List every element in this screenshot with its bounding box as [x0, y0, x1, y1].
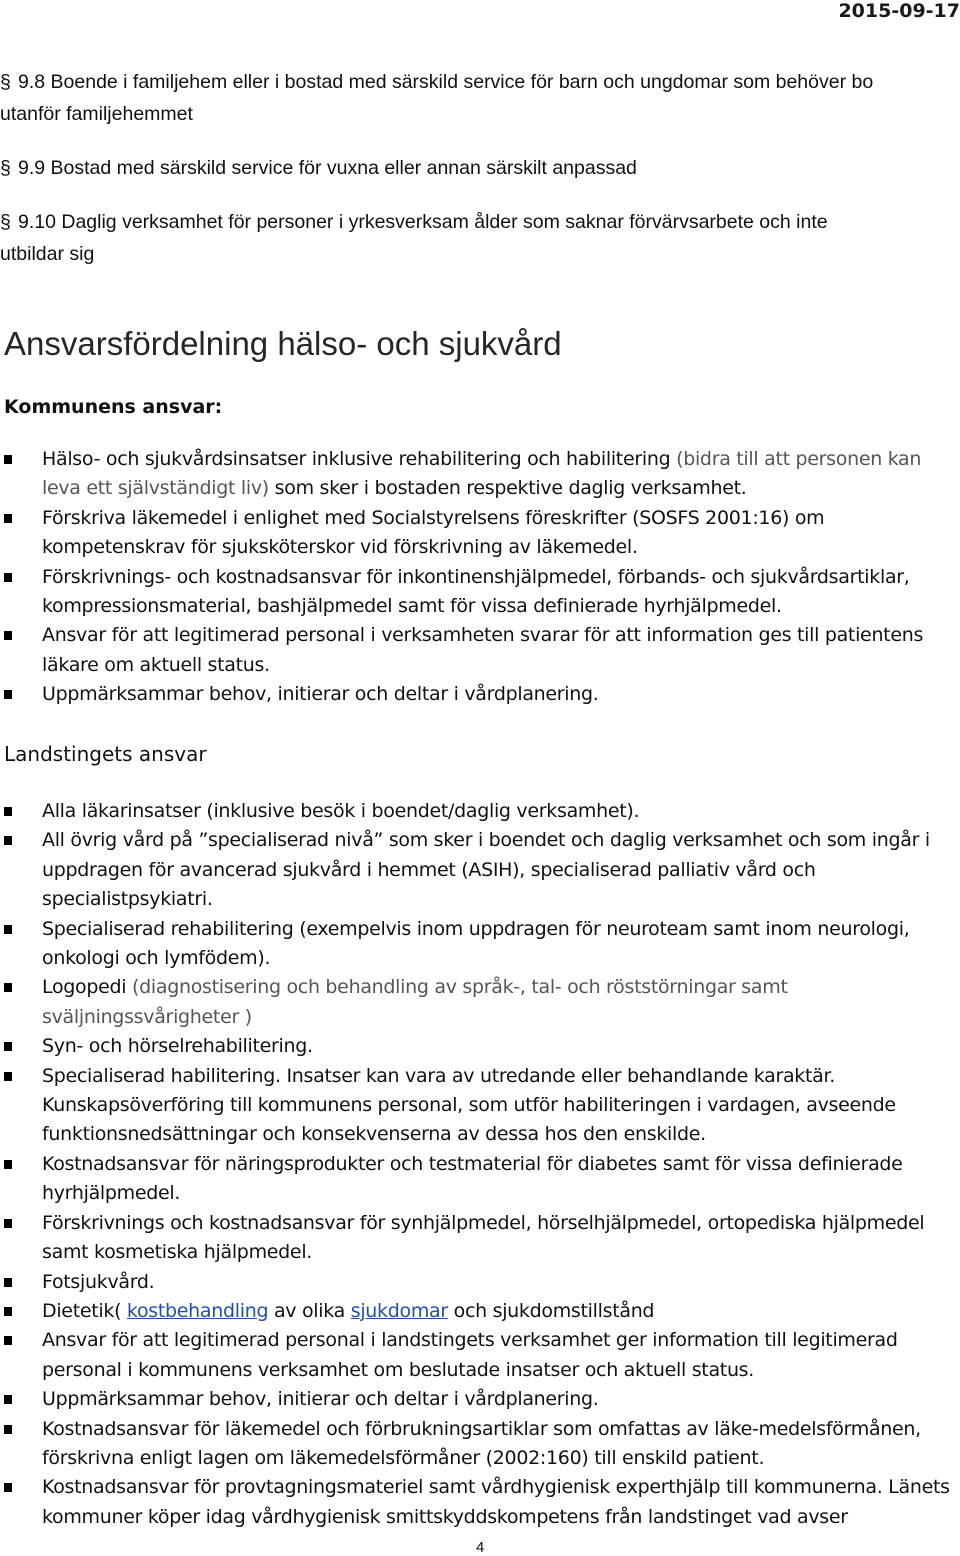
- paragraph-mark: §: [0, 157, 11, 179]
- list-item: Kostnadsansvar för läkemedel och förbrukningsartiklar som omfattas av läke-medelsförmånen, förskrivna enligt lagen om läkemedelsförmåner (2002:160) till enskild patient.: [0, 1415, 950, 1474]
- bullet-icon: [4, 1307, 12, 1316]
- bullet-icon: [4, 1278, 12, 1287]
- list-item: Specialiserad habilitering. Insatser kan vara av utredande eller behandlande karaktär. Kunskapsöverföring till kommunens personal, som utför habiliteringen i vardagen, avseende funktionsnedsättningar och konsekvenserna av dessa hos den enskilde.: [0, 1062, 950, 1150]
- list-item: Fotsjukvård.: [0, 1268, 950, 1297]
- section-text-cont: utanför familjehemmet: [0, 103, 193, 125]
- list-item: Syn- och hörselrehabilitering.: [0, 1032, 950, 1061]
- bullet-icon: [4, 573, 12, 582]
- list-item: Ansvar för att legitimerad personal i landstingets verksamhet ger information till legitimerad personal i kommunens verksamhet om beslutade insatser och aktuell status.: [0, 1326, 950, 1385]
- list-item: Förskrivnings- och kostnadsansvar för inkontinenshjälpmedel, förbands- och sjukvårdsartiklar, kompressionsmaterial, bashjälpmedel samt för vissa definierade hyrhjälpmedel.: [0, 563, 950, 622]
- page-number: 4: [476, 1539, 485, 1556]
- list-item: Ansvar för att legitimerad personal i verksamheten svarar för att information ges till patientens läkare om aktuell status.: [0, 621, 950, 680]
- list-item: Uppmärksammar behov, initierar och deltar i vårdplanering.: [0, 1385, 950, 1414]
- list-item: Förskrivnings och kostnadsansvar för synhjälpmedel, hörselhjälpmedel, ortopediska hjälpmedel samt kosmetiska hjälpmedel.: [0, 1209, 950, 1268]
- bullet-icon: [4, 1395, 12, 1404]
- bullet-icon: [4, 1483, 12, 1492]
- section-text: 9.9 Bostad med särskild service för vuxna eller annan särskilt anpassad: [18, 157, 637, 179]
- section-9-8: [0, 66, 958, 130]
- section-text-cont: utbildar sig: [0, 243, 95, 265]
- kommun-heading: Kommunens ansvar:: [4, 396, 223, 418]
- bullet-icon: [4, 1425, 12, 1434]
- bullet-icon: [4, 983, 12, 992]
- list-item: Kostnadsansvar för näringsprodukter och testmaterial för diabetes samt för vissa definierade hyrhjälpmedel.: [0, 1150, 950, 1209]
- list-item: Förskriva läkemedel i enlighet med Socialstyrelsens föreskrifter (SOSFS 2001:16) om kompetenskrav för sjuksköterskor vid förskrivning av läkemedel.: [0, 504, 950, 563]
- list-item: Kostnadsansvar för provtagningsmateriel samt vårdhygienisk experthjälp till kommunerna. Länets kommuner köper idag vårdhygienisk smittskyddskompetens från landstinget vad avser: [0, 1473, 950, 1532]
- bullet-icon: [4, 690, 12, 699]
- list-item: Specialiserad rehabilitering (exempelvis inom uppdragen för neuroteam samt inom neurologi, onkologi och lymfödem).: [0, 915, 950, 974]
- link-sjukdomar[interactable]: sjukdomar: [350, 1299, 448, 1322]
- page-title: Ansvarsfördelning hälso- och sjukvård: [4, 325, 562, 362]
- kommun-list: [0, 445, 950, 710]
- bullet-icon: [4, 836, 12, 845]
- list-item: Logopedi (diagnostisering och behandling av språk-, tal- och röststörningar samt sväljningssvårigheter ): [0, 973, 950, 1032]
- bullet-icon: [4, 631, 12, 640]
- bullet-icon: [4, 1042, 12, 1051]
- bullet-icon: [4, 1072, 12, 1081]
- landsting-heading: Landstingets ansvar: [4, 742, 207, 766]
- list-item: Uppmärksammar behov, initierar och deltar i vårdplanering.: [0, 680, 950, 709]
- bullet-icon: [4, 1219, 12, 1228]
- landsting-list: [0, 797, 950, 1532]
- list-item: Hälso- och sjukvårdsinsatser inklusive rehabilitering och habilitering (bidra till att personen kan leva ett självständigt liv) som sker i bostaden respektive daglig verksamhet.: [0, 445, 950, 504]
- list-item: All övrig vård på ”specialiserad nivå” som sker i boendet och daglig verksamhet och som ingår i uppdragen för avancerad sjukvård i hemmet (ASIH), specialiserad palliativ vård och specialistpsykiatri.: [0, 826, 950, 914]
- paragraph-mark: §: [0, 71, 11, 93]
- bullet-icon: [4, 514, 12, 523]
- header-date: 2015-09-17: [838, 0, 960, 22]
- section-9-9: [0, 152, 958, 184]
- link-kostbehandling[interactable]: kostbehandling: [126, 1299, 269, 1322]
- list-item: Dietetik( kostbehandling av olika sjukdomar och sjukdomstillstånd: [0, 1297, 950, 1326]
- section-text: 9.10 Daglig verksamhet för personer i yrkesverksam ålder som saknar förvärvsarbete och inte: [18, 211, 828, 233]
- bullet-icon: [4, 1336, 12, 1345]
- bullet-icon: [4, 807, 12, 816]
- bullet-icon: [4, 455, 12, 464]
- section-text: 9.8 Boende i familjehem eller i bostad med särskild service för barn och ungdomar som behöver bo: [18, 71, 874, 93]
- bullet-icon: [4, 925, 12, 934]
- paragraph-mark: §: [0, 211, 11, 233]
- list-item: Alla läkarinsatser (inklusive besök i boendet/daglig verksamhet).: [0, 797, 950, 826]
- section-9-10: [0, 206, 958, 270]
- bullet-icon: [4, 1160, 12, 1169]
